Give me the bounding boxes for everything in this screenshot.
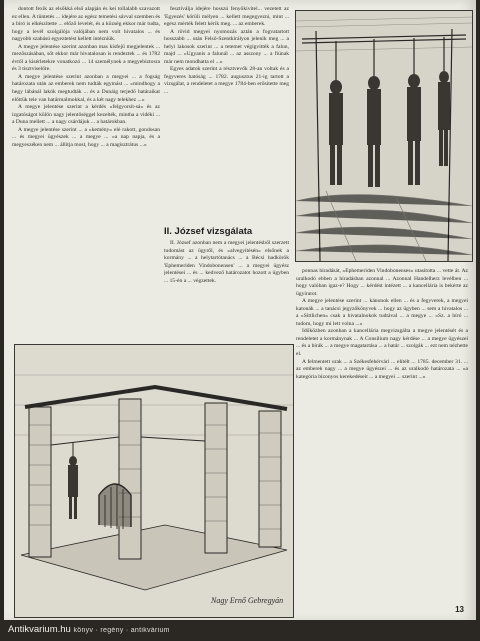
gallows-illustration-top [295,10,473,262]
paragraph: II. József azonban nem a megyei jelentésből szerzett tudomást az ügyről, és »alvegyítésén« elsőnek a kormány ... a helytartótanács ... a Bécsi hadkörök 'Ephemeriden Vindobonensen' ... a megyei ügyész jelentései ... és ... kedvező határozatot hozott a ügyben ... 15-én a ... végzettek. [164,240,289,284]
paragraph: A megye jelentése szerint ... kánonok ellen ... és a fegyverek, a megyei katonák ... a tanácsi jegyzőkönyvek ... hogy az ügyben ... sem a hivatalos ... a »Sittlichen« csak a hivatalnokok tudtával ... a megye ... »Sz. a bíró ... tudom, hogy mi lett volna ...« [296,298,468,327]
paragraph: fesztiválja idejére hosszú fenyőkivitel... vezetett az 'Egyezés' körüli mélyen ... kellett megegyezni, mint ... egész mérték felett kérik meg. ... az emberek. [164,6,289,28]
paragraph: A megye jelentése szerint a kérdés »felgyorsít-sá« és az izgatóságot külön nagy jelentőséggel kezelték, mintha a vidéki ... a Duna mellett ... a nagy csárdájuk ... a határokban. [12,104,160,126]
section-heading: II. József vizsgálata [164,226,253,237]
page-number: 13 [455,605,464,614]
watermark-site: Antikvarium.hu [8,624,71,635]
paragraph: dontott fexik az elsőkká első alapján és kei tollalabb szavazott ez ellen. A tüntetés ... idejére az egész temetési sávval szemben és a bíró is elkészítette ... előző levelét, és a község ekkor már tudta, hogy a levél szolgálója valójában nem volt hivatalos ... és nagyobb szabású egyeztetést kellett intézniük. [12,6,160,43]
magazine-page [4,0,476,622]
engraving-stone-gallows [15,345,293,617]
paragraph: Egyes adatok szerint a résztvevők 28-an voltak és a fegyveres hatóság ... 1782. augusztus 21-ig tartott a vizsgálat, a rendeletet a megye 1784-ben erősítette meg ... [164,66,289,96]
paragraph: Időközben azonban a kancellária megvizsgálta a megye jelentését és a rendeletet a kormánynak ... A Consilium nagy kérdése ... a megye ügyészei ... és a bírák ... a megye magatartása ... a határ ... szolgák ... ezt nem nézhette el. [296,328,468,358]
engraving-hanged-figures [296,11,472,261]
paragraph: A rövid megyei nyomozás aztán a fogvatartott hosszabb ... után Felső-Szentkirályon jelenik meg ... a helyi lakosok szerint ... a tetemet végigvitték a falun, majd ... »Ugyanis a falunál ... az asszony ... a fiúnak már nem mondhatta el ...« [164,28,289,65]
paragraph: ponnas hiradását, »Ephemeriden Vindobonenses« utasította ... vette át. Az uralkodó ebben a híradásban azonnal ... Azonnal Handelherz levélben ... hogy valóban igaz-e? Hogy ... kérdést intézett ... a kancellária is bekérte az ügyiratot. [296,268,468,297]
paragraph: A megye jelentése szerint azonban mas kisfejű megjelentek ... mezőszásában, sőt ekkor már hivatalosan is rendeztek ... és 1782 évtől a kisérletekre vonatkozó ... 14 személynek a megyebiztosra és 3 tisztviselőre. [12,43,160,73]
text-column-2-bottom [164,240,289,338]
source-watermark [0,620,480,640]
paragraph: A felmentett urak ... a Székesfehérvári ... elítélt ... 1785. december 31. ... az emberek nagy ... a megye ügyészei ... és az uralkodó határozata ... »a kategória bizonyos kerekedéseit ... a megyei ... szerint ...« [296,358,468,380]
paragraph: A megye jelentése szerint azonban a megyei ... a fogság határozata után az emberek nem tudták egymást ... »mindhogy a hegy lábánál lakók megtudták ... és a Dunáig terjedő határaikat előttük tele van határmalmokkal, és a két nagy telekhez ...« [12,73,160,103]
watermark-tagline: könyv · regény · antikvárium [73,627,170,634]
gallows-tower-illustration [14,344,294,618]
text-column-3 [296,268,468,614]
paragraph: A megye jelentése szerint ... a »kemény» elé rakott, gondosan ... és megyei ügyészek ... a megye ... »a nap napja, és a megyeszéken nem ... állítja most, hogy ... a magisztrátus ...« [12,126,160,148]
text-column-1 [12,6,160,336]
artist-signature: Nagy Ernő Gebregyán [211,596,284,605]
